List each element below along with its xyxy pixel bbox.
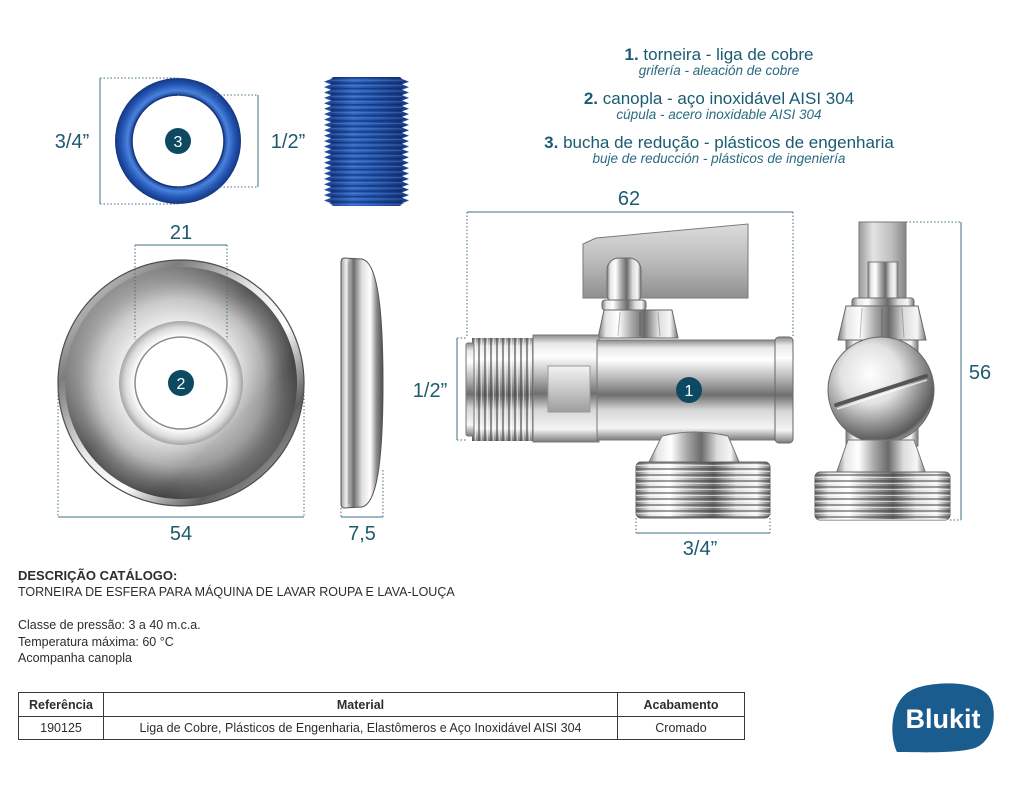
header-reference: Referência — [19, 693, 104, 717]
bucha-front-view — [115, 78, 241, 204]
legend-canopla-label — [519, 90, 919, 108]
legend-canopla-text: canopla - aço inoxidável AISI 304 — [602, 89, 855, 108]
dimension-bucha-inner-label: 1/2” — [270, 131, 306, 153]
dimension-canopla-hole-label: 21 — [169, 222, 193, 244]
valve-outlet-neck — [648, 432, 740, 464]
description-heading: DESCRIÇÃO CATÁLOGO: — [18, 568, 178, 583]
dimension-torneira-outlet-label: 3/4” — [682, 538, 718, 560]
dimension-canopla-diameter-label: 54 — [169, 523, 193, 545]
valve-hex — [533, 335, 599, 442]
valve-inlet-thread — [466, 338, 535, 441]
legend-torneira-label — [519, 46, 919, 64]
table-header-row — [19, 693, 745, 717]
badge-torneira-number: 1 — [684, 383, 694, 400]
valve-end-cap — [775, 337, 793, 443]
cell-material: Liga de Cobre, Plásticos de Engenharia, Elastômeros e Aço Inoxidável AISI 304 — [104, 717, 618, 740]
legend-bucha-label — [519, 134, 919, 152]
legend-item-canopla — [519, 90, 919, 122]
valve-outlet-thread — [636, 462, 770, 518]
product-table — [18, 692, 745, 740]
legend-canopla-translation: cúpula - acero inoxidable AISI 304 — [616, 107, 822, 122]
cell-reference: 190125 — [19, 717, 104, 740]
valve-side-neck — [836, 440, 926, 474]
canopla-side-view — [341, 258, 383, 508]
torneira-side-view — [815, 222, 950, 520]
valve-gland-nut — [598, 310, 678, 338]
legend-bucha-translation: buje de reducción - plásticos de ingeniería — [592, 151, 846, 166]
badge-canopla — [168, 370, 194, 396]
badge-torneira — [676, 377, 702, 403]
dimension-torneira-inlet-label: 1/2” — [412, 380, 448, 402]
legend-bucha-text: bucha de redução - plásticos de engenharia — [563, 133, 894, 152]
dimension-canopla-depth-label: 7,5 — [348, 523, 376, 545]
table-row — [19, 717, 745, 740]
dimension-torneira-outlet — [636, 518, 770, 533]
header-finish: Acabamento — [618, 693, 745, 717]
badge-bucha-number: 3 — [173, 134, 183, 151]
catalog-description — [18, 568, 455, 667]
torneira-front-view — [466, 224, 793, 518]
legend-item-bucha — [519, 134, 919, 166]
description-subtitle: TORNEIRA DE ESFERA PARA MÁQUINA DE LAVAR ROUPA E LAVA-LOUÇA — [18, 585, 455, 599]
dimension-bucha-outer-label: 3/4” — [54, 131, 90, 153]
blukit-logo — [892, 683, 993, 752]
logo-text: Blukit — [905, 704, 981, 734]
spec-temperature: Temperatura máxima: 60 °C — [18, 634, 174, 649]
dimension-torneira-length-label: 62 — [617, 188, 641, 210]
spec-pressure: Classe de pressão: 3 a 40 m.c.a. — [18, 618, 201, 632]
header-material: Material — [104, 693, 618, 717]
badge-bucha — [165, 128, 191, 154]
valve-side-thread — [815, 472, 950, 520]
legend-canopla-number: 2. — [583, 89, 599, 108]
bucha-side-view — [324, 77, 409, 206]
legend-torneira-number: 1. — [624, 45, 639, 64]
spec-accessory: Acompanha canopla — [18, 651, 132, 665]
dimension-torneira-height-label: 56 — [968, 362, 992, 384]
legend-bucha-number: 3. — [544, 133, 559, 152]
legend-torneira-translation: grifería - aleación de cobre — [638, 63, 800, 78]
legend-torneira-text: torneira - liga de cobre — [643, 45, 814, 64]
cell-finish: Cromado — [618, 717, 745, 740]
legend-item-torneira — [519, 46, 919, 78]
canopla-front-view — [58, 260, 304, 506]
badge-canopla-number: 2 — [176, 376, 186, 393]
valve-stem — [607, 258, 641, 306]
description-specs — [18, 617, 455, 667]
